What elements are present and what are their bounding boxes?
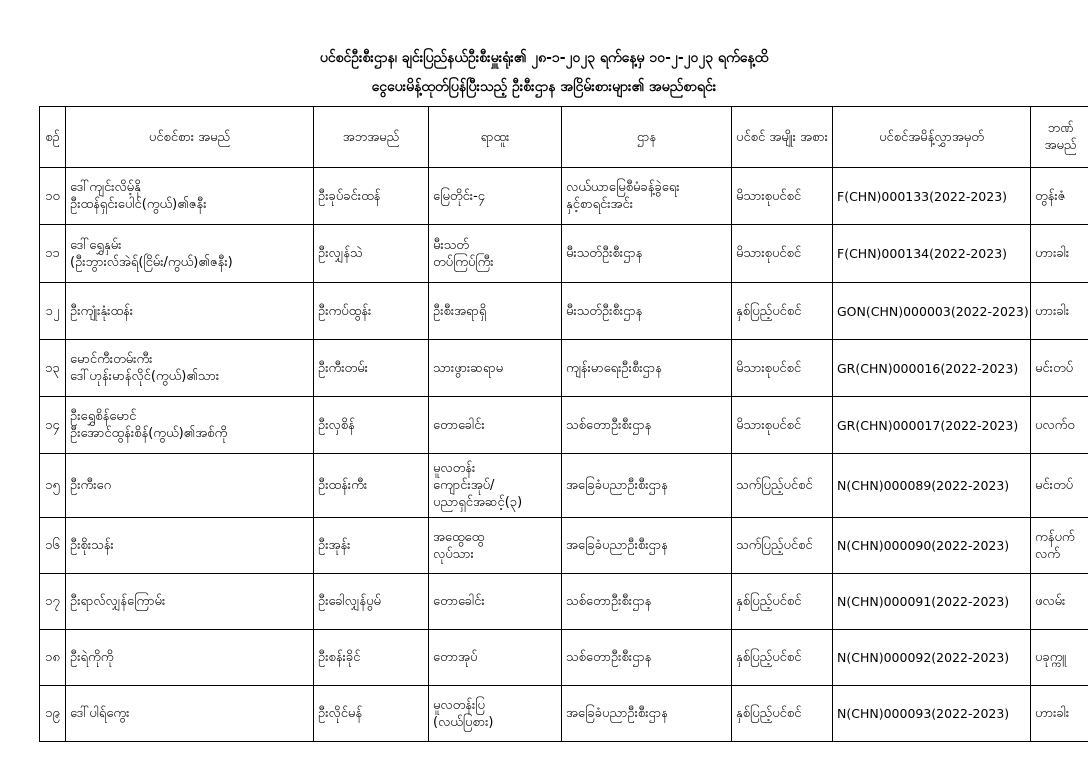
cell-pension-type: မိသားစုပင်စင် — [732, 168, 833, 225]
cell-license-number: GON(CHN)000003(2022-2023) — [833, 283, 1031, 340]
cell-license-number: F(CHN)000133(2022-2023) — [833, 168, 1031, 225]
cell-pensioner-name: ဦးကီးဂေ — [66, 454, 314, 518]
cell-pensioner-name: ဒေါ်ပါရ်ကွေး — [66, 686, 314, 742]
cell-father-name: ဦးခေါလျှန်ပွမ် — [314, 574, 429, 630]
cell-pension-type: နှစ်ပြည့်ပင်စင် — [732, 574, 833, 630]
cell-position: သားဖွားဆရာမ — [429, 340, 562, 397]
cell-pensioner-name: ဦးရာလ်လျှန်ကြောမ်း — [66, 574, 314, 630]
cell-license-number: F(CHN)000134(2022-2023) — [833, 225, 1031, 283]
cell-department: သစ်တောဦးစီးဌာန — [562, 397, 732, 454]
cell-no: ၁၆ — [40, 518, 66, 574]
cell-position: မူလတန်းပြ (လယ်ပြစား) — [429, 686, 562, 742]
cell-position: တောအုပ် — [429, 630, 562, 686]
header-name: ပင်စင်စား အမည် — [66, 107, 314, 168]
table-row — [40, 630, 1088, 686]
table-row — [40, 518, 1088, 574]
header-father: အဘအမည် — [314, 107, 429, 168]
cell-pensioner-name: ဒေါ်ရွှေနှမ်း (ဦးဘွားလ်အဲရ်(ငြိမ်း/ကွယ်)၏ဇနီး) — [66, 225, 314, 283]
cell-no: ၁၅ — [40, 454, 66, 518]
header-pension-type: ပင်စင် အမျိုး အစား — [732, 107, 833, 168]
cell-no: ၁၃ — [40, 340, 66, 397]
cell-department: လယ်ယာမြေစီမံခန့်ခွဲရေး နှင့်စာရင်းအင်း — [562, 168, 732, 225]
cell-license-number: N(CHN)000093(2022-2023) — [833, 686, 1031, 742]
cell-father-name: ဦးခုပ်ခင်းထန် — [314, 168, 429, 225]
cell-department: သစ်တောဦးစီးဌာန — [562, 630, 732, 686]
header-department: ဌာန — [562, 107, 732, 168]
table-header-row — [40, 107, 1088, 168]
cell-license-number: N(CHN)000092(2022-2023) — [833, 630, 1031, 686]
cell-position: မီးသတ် တပ်ကြပ်ကြီး — [429, 225, 562, 283]
cell-father-name: ဦးလျှန်သဲ — [314, 225, 429, 283]
cell-pension-type: သက်ပြည့်ပင်စင် — [732, 518, 833, 574]
cell-pension-type: နှစ်ပြည့်ပင်စင် — [732, 283, 833, 340]
cell-position: တောခေါင်း — [429, 574, 562, 630]
cell-position: မြေတိုင်း-၄ — [429, 168, 562, 225]
document-title-line1: ပင်စင်ဦးစီးဌာန၊ ချင်းပြည်နယ်ဦးစီးမှူးရုံး၏ ၂၈-၁-၂၀၂၃ ရက်နေ့မှ ၁၀-၂-၂၀၂၃ ရက်နေ့ထိ — [319, 50, 769, 66]
cell-pension-type: မိသားစုပင်စင် — [732, 397, 833, 454]
cell-bank: ကန်ပက် လက် — [1031, 518, 1088, 574]
document-title-line2: ငွေပေးမိန့်ထုတ်ပြန်ပြီးသည့် ဦးစီးဌာန အငြိမ်းစားများ၏ အမည်စာရင်း — [371, 79, 717, 95]
header-bank: ဘဏ် အမည် — [1031, 107, 1088, 168]
cell-pension-type: မိသားစုပင်စင် — [732, 225, 833, 283]
cell-pensioner-name: ဦးကျုံးနုံးထန်း — [66, 283, 314, 340]
cell-position: မူလတန်း ကျောင်းအုပ်/ ပညာရှင်အဆင့်(၃) — [429, 454, 562, 518]
cell-pensioner-name: ဦးရဲကိုကို — [66, 630, 314, 686]
cell-pension-type: နှစ်ပြည့်ပင်စင် — [732, 686, 833, 742]
header-license: ပင်စင်အမိန့်လွှာအမှတ် — [833, 107, 1031, 168]
table-row — [40, 340, 1088, 397]
cell-bank: ပလက်ဝ — [1031, 397, 1088, 454]
cell-pensioner-name: ဦးရွှေစိန်မောင် ဦးအောင်ထွန်းစိန်(ကွယ်)၏အစ်ကို — [66, 397, 314, 454]
table-row — [40, 454, 1088, 518]
cell-license-number: GR(CHN)000017(2022-2023) — [833, 397, 1031, 454]
table-row — [40, 283, 1088, 340]
cell-father-name: ဦးအုန်း — [314, 518, 429, 574]
cell-no: ၁၂ — [40, 283, 66, 340]
table-row — [40, 686, 1088, 742]
cell-bank: ဟားခါး — [1031, 283, 1088, 340]
table-row — [40, 574, 1088, 630]
cell-pension-type: မိသားစုပင်စင် — [732, 340, 833, 397]
cell-license-number: N(CHN)000089(2022-2023) — [833, 454, 1031, 518]
cell-bank: ဟားခါး — [1031, 686, 1088, 742]
cell-pension-type: သက်ပြည့်ပင်စင် — [732, 454, 833, 518]
cell-father-name: ဦးလှစိန် — [314, 397, 429, 454]
cell-department: သစ်တောဦးစီးဌာန — [562, 574, 732, 630]
cell-bank: တွန်းဇံ — [1031, 168, 1088, 225]
cell-bank: ပခုက္ကူ — [1031, 630, 1088, 686]
cell-department: အခြေခံပညာဦးစီးဌာန — [562, 454, 732, 518]
cell-license-number: N(CHN)000090(2022-2023) — [833, 518, 1031, 574]
cell-father-name: ဦးကီးတမ်း — [314, 340, 429, 397]
header-no: စဉ် — [40, 107, 66, 168]
cell-position: အထွေထွေ လုပ်သား — [429, 518, 562, 574]
cell-pensioner-name: မောင်ကီးတမ်းကီး ဒေါ်ဟုန်းမာန်လိုင်(ကွယ်)၏သား — [66, 340, 314, 397]
cell-department: မီးသတ်ဦးစီးဌာန — [562, 225, 732, 283]
cell-pensioner-name: ဒေါ်ကျင်းလိမ့်နို ဦးထန်ရှင်းပေါင်(ကွယ်)၏ဇနီး — [66, 168, 314, 225]
table-row — [40, 168, 1088, 225]
cell-pensioner-name: ဦးစိုးသန်း — [66, 518, 314, 574]
cell-pension-type: နှစ်ပြည့်ပင်စင် — [732, 630, 833, 686]
table-row — [40, 397, 1088, 454]
header-position: ရာထူး — [429, 107, 562, 168]
cell-no: ၁၁ — [40, 225, 66, 283]
cell-bank: မင်းတပ် — [1031, 454, 1088, 518]
cell-department: မီးသတ်ဦးစီးဌာန — [562, 283, 732, 340]
cell-department: အခြေခံပညာဦးစီးဌာန — [562, 686, 732, 742]
pension-table — [39, 106, 1088, 742]
cell-bank: မင်းတပ် — [1031, 340, 1088, 397]
cell-father-name: ဦးလိုင်မန် — [314, 686, 429, 742]
cell-department: အခြေခံပညာဦးစီးဌာန — [562, 518, 732, 574]
cell-license-number: GR(CHN)000016(2022-2023) — [833, 340, 1031, 397]
cell-department: ကျန်းမာရေးဦးစီးဌာန — [562, 340, 732, 397]
cell-father-name: ဦးထန်းကီး — [314, 454, 429, 518]
cell-no: ၁၈ — [40, 630, 66, 686]
cell-position: တောခေါင်း — [429, 397, 562, 454]
cell-no: ၁၉ — [40, 686, 66, 742]
cell-no: ၁၄ — [40, 397, 66, 454]
cell-position: ဦးစီးအရာရှိ — [429, 283, 562, 340]
cell-father-name: ဦးကပ်ထွန်း — [314, 283, 429, 340]
cell-bank: ဖလမ်း — [1031, 574, 1088, 630]
cell-no: ၁၇ — [40, 574, 66, 630]
cell-no: ၁၀ — [40, 168, 66, 225]
cell-father-name: ဦးစန်းခိုင် — [314, 630, 429, 686]
table-row — [40, 225, 1088, 283]
cell-license-number: N(CHN)000091(2022-2023) — [833, 574, 1031, 630]
cell-bank: ဟားခါး — [1031, 225, 1088, 283]
